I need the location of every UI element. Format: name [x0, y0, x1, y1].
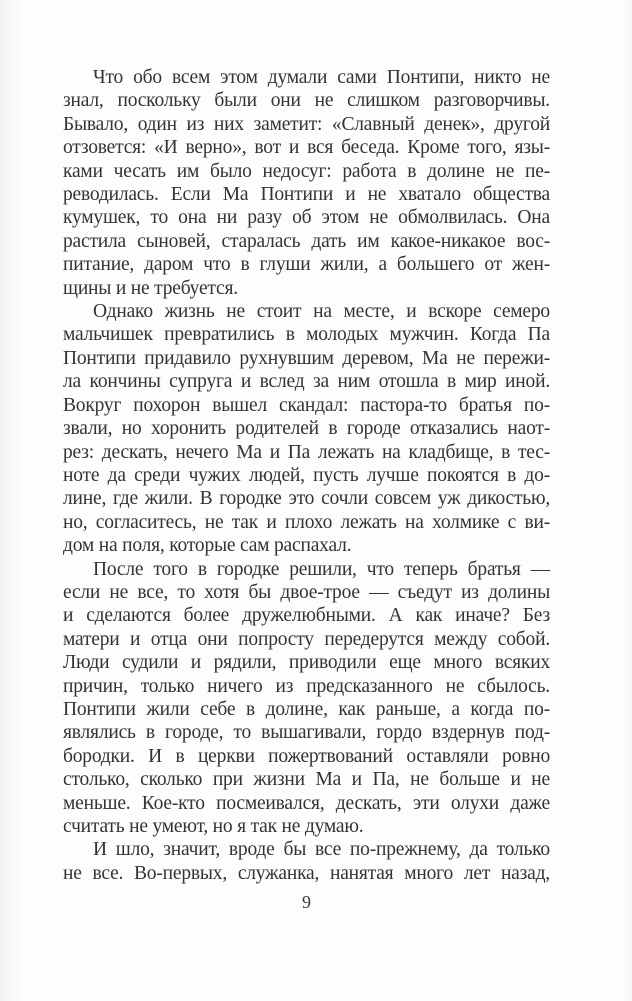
text-line: щины и не требуется. [63, 277, 238, 299]
text-line: Вокруг похорон вышел скандал: пастора-то братья по- [63, 394, 550, 416]
text-line: но, согласитесь, не так и плохо лежать на холмике с ви- [63, 511, 550, 533]
text-line: Что обо всем этом думали сами Понтипи, никто не [93, 67, 550, 88]
text-line: матери и отца они попросту передерутся между собой. [63, 628, 550, 650]
paragraph [63, 558, 550, 839]
text-line: если не все, то хотя бы двое-трое — съедут из долины [63, 581, 550, 603]
text-line: питание, даром что в глуши жили, а большего от жен- [63, 254, 550, 276]
text-line: Бывало, один из них заметит: «Славный денек», другой [63, 113, 550, 135]
text-line: считать не умеют, но я так не думаю. [63, 816, 364, 837]
paragraph [63, 300, 550, 557]
text-line: Люди судили и рядили, приводили еще много всяких [63, 652, 550, 674]
paragraph [63, 66, 550, 300]
text-line: бородки. И в церкви пожертвований оставляли ровно [63, 745, 550, 767]
text-line: После того в городке решили, что теперь братья — [93, 558, 550, 580]
page-number: 9 [302, 892, 311, 912]
page-text [63, 66, 550, 885]
text-line: звали, но хоронить родителей в городе отказались наот- [63, 418, 550, 440]
text-line: кумушек, то она ни разу об этом не обмолвилась. Она [63, 207, 550, 229]
text-line: ла кончины супруга и вслед за ним отошла в мир иной. [63, 371, 550, 393]
text-line: и сделаются более дружелюбными. А как иначе? Без [63, 605, 550, 627]
text-line: Понтипи жили себе в долине, как раньше, а когда по- [63, 698, 550, 720]
text-line: реводилась. Если Ма Понтипи и не хватало общества [63, 184, 550, 206]
text-line: Однако жизнь не стоит на месте, и вскоре семеро [93, 301, 550, 323]
text-line: лине, где жили. В городке это сочли совсем уж дикостью, [63, 488, 550, 510]
text-line: столько, сколько при жизни Ма и Па, не больше и не [63, 769, 550, 791]
text-line: рез: дескать, нечего Ма и Па лежать на кладбище, в тес- [63, 441, 550, 463]
text-line: являлись в городе, то вышагивали, гордо вздернув под- [63, 722, 550, 744]
text-line: ками чесать им было недосуг: работа в долине не пе- [63, 160, 550, 182]
text-line: не все. Во-первых, служанка, нанятая много лет назад, [63, 862, 550, 884]
text-line: знал, поскольку были они не слишком разговорчивы. [63, 90, 550, 112]
text-line: Понтипи придавило рухнувшим деревом, Ма не пережи- [63, 347, 550, 369]
text-line: меньше. Кое-кто посмеивался, дескать, эти олухи даже [63, 792, 550, 814]
text-line: И шло, значит, вроде бы все по-прежнему, да только [93, 839, 550, 861]
text-line: причин, только ничего из предсказанного не сбылось. [63, 675, 550, 697]
text-line: мальчишек превратились в молодых мужчин. Когда Па [63, 324, 550, 346]
text-line: растила сыновей, старалась дать им какое-никакое вос- [63, 230, 550, 252]
text-line: дом на поля, которые сам распахал. [63, 535, 352, 557]
text-line: ноте да среди чужих людей, пусть лучше покоятся в до- [63, 464, 550, 486]
text-line: отзовется: «И верно», вот и вся беседа. Кроме того, язы- [63, 137, 550, 159]
paragraph [63, 838, 550, 885]
